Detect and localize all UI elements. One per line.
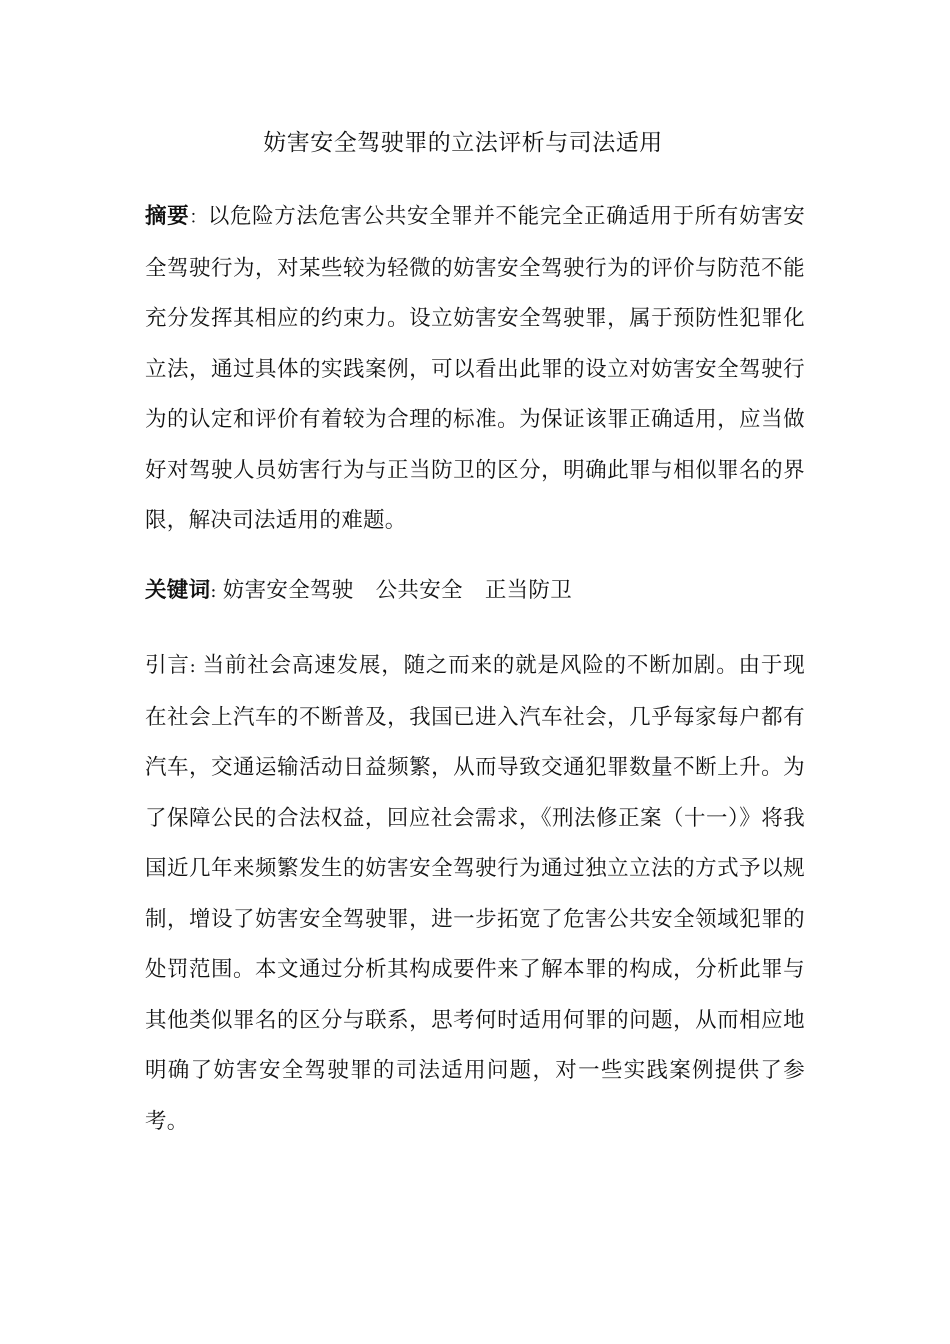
abstract-separator: ：	[189, 207, 208, 228]
abstract-section	[145, 192, 805, 547]
keyword-item: 正当防卫	[484, 578, 573, 603]
document-title: 妨害安全驾驶罪的立法评析与司法适用	[263, 130, 663, 156]
keyword-item: 公共安全	[375, 578, 463, 603]
introduction-section	[145, 641, 805, 1147]
keyword-item: 妨害安全驾驶	[222, 578, 354, 603]
introduction-text: 当前社会高速发展，随之而来的就是风险的不断加剧。由于现在社会上汽车的不断普及，我国已进入汽车社会，几乎每家每户都有汽车，交通运输活动日益频繁，从而导致交通犯罪数量不断上升。为了保障公民的合法权益，回应社会需求，《刑法修正案（十一）》将我国近几年来频繁发生的妨害安全驾驶行为通过独立立法的方式予以规制，增设了妨害安全驾驶罪，进一步拓宽了危害公共安全领域犯罪的处罚范围。本文通过分析其构成要件来了解本罪的构成，分析此罪与其他类似罪名的区分与联系，思考何时适用何罪的问题，从而相应地明确了妨害安全驾驶罪的司法适用问题，对一些实践案例提供了参考。	[145, 653, 805, 1134]
abstract-label: 摘要	[145, 204, 190, 229]
introduction-separator: :	[189, 656, 203, 677]
keywords-separator: :	[210, 581, 223, 602]
keywords-section	[145, 566, 805, 618]
abstract-text: 以危险方法危害公共安全罪并不能完全正确适用于所有妨害安全驾驶行为，对某些较为轻微的妨害安全驾驶行为的评价与防范不能充分发挥其相应的约束力。设立妨害安全驾驶罪，属于预防性犯罪化立法，通过具体的实践案例，可以看出此罪的设立对妨害安全驾驶行为的认定和评价有着较为合理的标准。为保证该罪正确适用，应当做好对驾驶人员妨害行为与正当防卫的区分，明确此罪与相似罪名的界限，解决司法适用的难题。	[145, 204, 805, 533]
introduction-label: 引言	[145, 653, 190, 678]
keywords-label: 关键词	[145, 578, 211, 603]
